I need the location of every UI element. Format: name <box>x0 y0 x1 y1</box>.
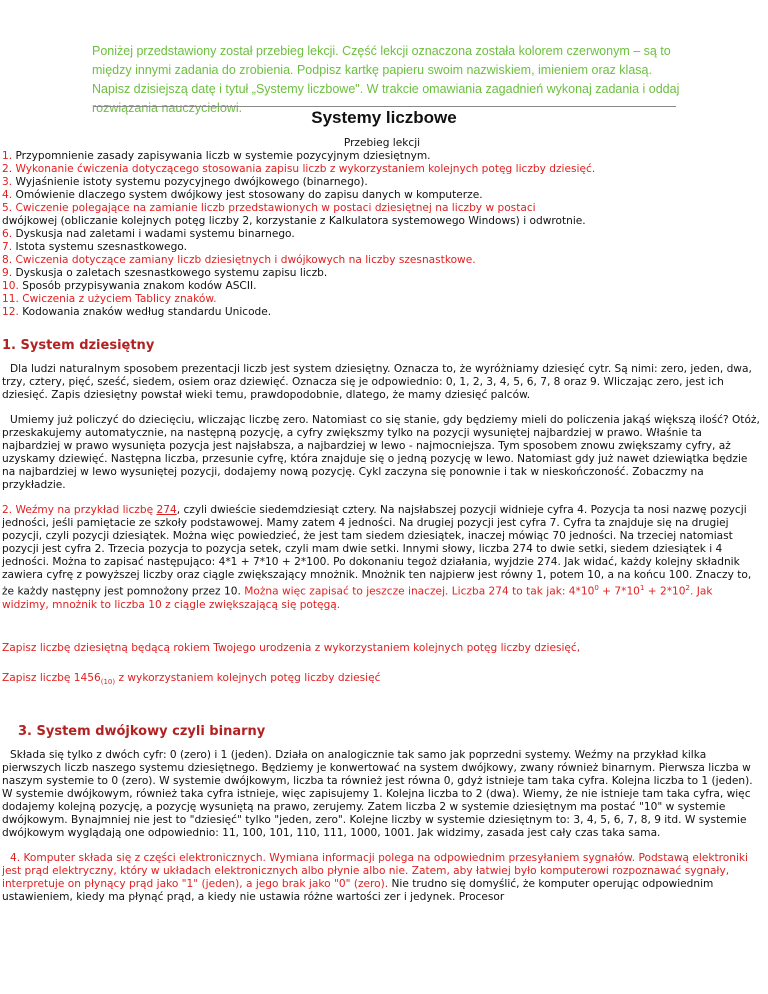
section3-computer-paragraph: 4. Komputer składa się z części elektronicznych. Wymiana informacji polega na odpowiednim przesyłaniem sygnałów. Podstawą elektroniki jest prąd elektryczny, który w układach elektronicznych albo płynie albo nie. Zatem, aby łatwiej było komputerowi rozpoznawać sygnały, interpretuje on płynący prąd jako "1" (jeden), a jego brak jako "0" (zero). Nie trudno się domyślić, że komputer operując odpowiednim ustawieniem, kiedy ma płynąć prąd, a kiedy nie ustawia różne wartości zer i jedynek. Procesor <box>2 851 748 903</box>
lesson-item <box>2 228 762 241</box>
lesson-item <box>2 176 762 189</box>
lesson-item-text: Przypomnienie zasady zapisywania liczb w systemie pozycyjnym dziesiętnym. <box>15 150 431 162</box>
lesson-item-number: 3. <box>2 176 13 188</box>
lesson-item-text: Ćwiczenia dotyczące zamiany liczb dziesiętnych i dwójkowych na liczby szesnastkowe. <box>15 254 476 266</box>
lesson-item <box>2 293 762 306</box>
lesson-item-text: Kodowania znaków według standardu Unicode. <box>22 306 272 318</box>
lesson-item <box>2 254 762 267</box>
section1-paragraph: Dla ludzi naturalnym sposobem prezentacji liczb jest system dziesiętny. Oznacza to, że wyróżniamy dziesięć cytr. Są nimi: zero, jeden, dwa, trzy, cztery, pięć, sześć, siedem, osiem oraz dziewięć. Oznacza się je odpowiednio: 0, 1, 2, 3, 4, 5, 6, 7, 8 oraz 9. Wliczając zero, jest ich dziesięć. Zapis dziesiętny powstał wieki temu, prawdopodobnie, dlatego, że mamy dziesięć palców. <box>2 363 752 401</box>
lesson-item-text: dwójkowej (obliczanie kolejnych potęg liczby 2, korzystanie z Kalkulatora systemowego Windows) i odwrotnie. <box>2 215 586 227</box>
lesson-item-number: 11. <box>2 293 19 305</box>
lesson-item <box>2 150 762 163</box>
lesson-item-text: Ćwiczenie polegające na zamianie liczb przedstawionych w postaci dziesiętnej na liczby w postaci <box>15 202 536 214</box>
intro-instructions: Poniżej przedstawiony został przebieg lekcji. Część lekcji oznaczona została kolorem czerwonym – są to między innymi zadania do zrobienia. Podpisz kartkę papieru swoim nazwiskiem, imieniem oraz klasą. Napisz dzisiejszą datę i tytuł „Systemy liczbowe". W trakcie omawiania zagadnień wykonaj zadania i oddaj rozwiązania nauczycielowi. <box>92 44 680 115</box>
divider <box>94 106 676 107</box>
lesson-item <box>2 163 762 176</box>
lesson-item <box>2 267 762 280</box>
lesson-item-number: 2. <box>2 163 13 175</box>
lesson-item <box>2 306 762 319</box>
section1-heading: 1. System dziesiętny <box>2 338 155 353</box>
section1-example-paragraph: 2. Weźmy na przykład liczbę 274, czyli dwieście siedemdziesiąt cztery. Na najsłabszej pozycji widnieje cyfra 4. Pozycja ta nosi nazwę pozycji jedności, jeśli pamiętacie ze szkoły podstawowej. Mamy zatem 4 jedności. Na drugiej pozycji jest cyfra 7. Cyfra ta znajduje się na drugiej pozycji, czyli pozycji dziesiątek. Można więc powiedzieć, że jest tam siedem dziesiątek, inaczej mówiąc 70 jedności. Na trzeciej natomiast pozycji jest cyfra 2. Trzecia pozycja to pozycja setek, czyli mam dwie setki. Innymi słowy, liczba 274 to dwie setki, siedem dziesiątek i 4 jedności. Można to zapisać następująco: 4*1 + 7*10 + 2*100. Po dokonaniu tegoż działania, wyjdzie 274. Jak widać, każdy kolejny składnik zawiera cyfrę z powyższej liczby oraz ciągle zwiększający mnożnik. Mnożnik ten najpierw jest równy 1, potem 10, a na końcu 100. Znaczy to, że każdy następny jest pomnożony przez 10. Można więc zapisać to jeszcze inaczej. Liczba 274 to tak jak: $4*10^0 + 7*10^1 + 2*10^2$. Jak widzimy, mnożnik to liczba 10 z ciągle zwiększającą się potęgą. <box>2 504 752 611</box>
lesson-item-number: 1. <box>2 150 13 162</box>
lesson-item-number: 6. <box>2 228 13 240</box>
lesson-item-number: 4. <box>2 189 13 201</box>
lesson-item-text: Wykonanie ćwiczenia dotyczącego stosowania zapisu liczb z wykorzystaniem kolejnych potęg liczby dziesięć. <box>15 163 596 175</box>
lesson-item-text: Wyjaśnienie istoty systemu pozycyjnego dwójkowego (binarnego). <box>15 176 368 188</box>
section1-paragraph: Umiemy już policzyć do dziecięciu, wliczając liczbę zero. Natomiast co się stanie, gdy będziemy mieli do policzenia jakąś większą ilość? Otóż, przeskakujemy automatycznie, na następną pozycję, a cyfry zwiększmy tylko na pozycji wysuniętej najbardziej w prawo. Właśnie ta najbardziej w prawo wysunięta pozycja jest najsłabsza, a najbardziej w lewo - najmocniejsza. Tym sposobem znowu zwiększamy cyfry, aż uzyskamy dziewięć. Następna liczba, przesunie cyfrę, która znajduje się o jedną pozycję w lewo. Natomiast gdy już nawet dziewiątka będzie na najbardziej w lewo wysuniętej pozycji, dodajemy nową pozycję. Cykl zaczyna się ponownie i tak w nieskończoność. Zobaczmy na przykładzie. <box>2 414 760 491</box>
lesson-heading: Przebieg lekcji <box>343 137 421 149</box>
lesson-item <box>2 189 762 202</box>
section3-heading: 3. System dwójkowy czyli binarny <box>18 723 266 739</box>
lesson-item-number: 12. <box>2 306 19 318</box>
lesson-item <box>2 241 762 254</box>
lesson-item-text: Omówienie dlaczego system dwójkowy jest stosowany do zapisu danych w komputerze. <box>15 189 483 201</box>
lesson-item <box>2 202 762 215</box>
page-title: Systemy liczbowe <box>311 108 457 127</box>
lesson-item <box>2 280 762 293</box>
task-2: Zapisz liczbę $1456_{(10)}$ z wykorzystaniem kolejnych potęg liczby dziesięć <box>2 671 381 686</box>
lesson-item-text: Istota systemu szesnastkowego. <box>15 241 187 253</box>
lesson-item-text: Sposób przypisywania znakom kodów ASCII. <box>22 280 257 292</box>
lesson-item-text: Dyskusja o zaletach szesnastkowego systemu zapisu liczb. <box>15 267 328 279</box>
lesson-item-number: 5. <box>2 202 13 214</box>
lesson-item-number: 7. <box>2 241 13 253</box>
section3-paragraph: Składa się tylko z dwóch cyfr: 0 (zero) i 1 (jeden). Działa on analogicznie tak samo jak poprzedni systemy. Weźmy na przykład kilka pierwszych liczb naszego systemu dziesiętnego. Będziemy je konwertować na system dwójkowy, zwany również binarnym. Pierwsza liczba w naszym systemie to 0 (zero). W systemie dwójkowym, liczba ta również jest równa 0, gdyż istnieje tam taka cyfra. Kolejna liczba to 1 (jeden). W systemie dwójkowym, również taka cyfra istnieje, więc zapisujemy 1. Kolejna liczba to 2 (dwa). Wiemy, że nie istnieje tam taka cyfra, więc dodajemy kolejną pozycję, a pozycję wysuniętą na prawo, zerujemy. Zatem liczba 2 w systemie dziesiętnym ma postać "10" w systemie dwójkowym. Bynajmniej nie jest to "dziesięć" tylko "jeden, zero". Kolejne liczby w systemie dziesiętnym to: 3, 4, 5, 6, 7, 8, 9 itd. W systemie dwójkowym wyglądają one odpowiednio: 11, 100, 101, 110, 111, 1000, 1001. Jak widzimy, zasada jest cały czas taka sama. <box>2 748 753 839</box>
lesson-item-number: 10. <box>2 280 19 292</box>
task-1: Zapisz liczbę dziesiętną będącą rokiem Twojego urodzenia z wykorzystaniem kolejnych potęg liczby dziesięć, <box>2 641 581 654</box>
lesson-item-number: 8. <box>2 254 13 266</box>
lesson-item <box>2 215 762 228</box>
lesson-item-text: Ćwiczenia z użyciem Tablicy znaków. <box>22 293 217 305</box>
document-body <box>2 137 762 904</box>
lesson-item-number: 9. <box>2 267 13 279</box>
lesson-list <box>2 150 762 319</box>
lesson-item-text: Dyskusja nad zaletami i wadami systemu binarnego. <box>15 228 295 240</box>
